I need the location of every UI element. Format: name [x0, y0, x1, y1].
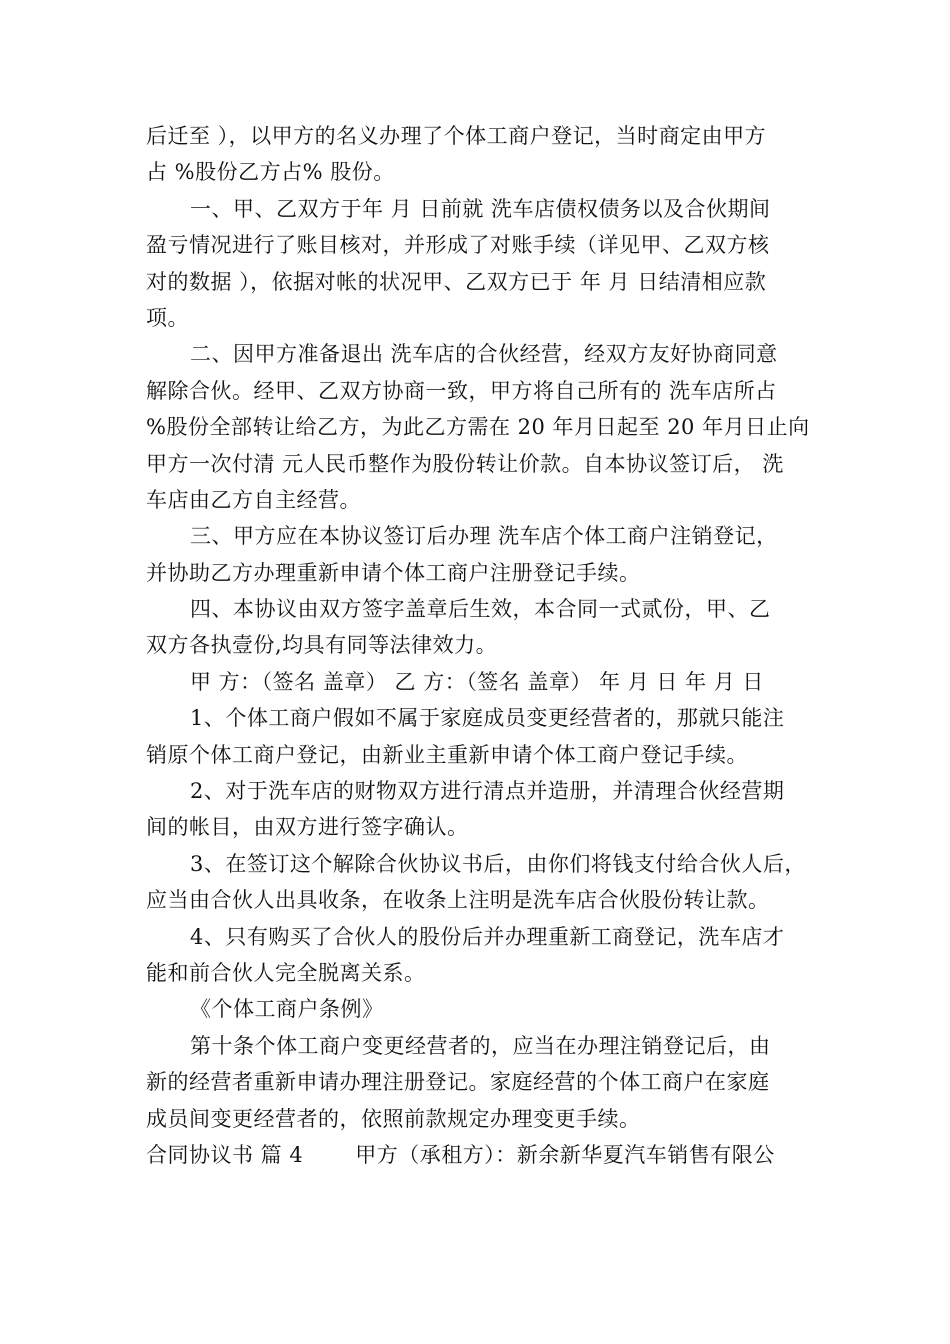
text-line: 项。: [146, 305, 189, 330]
contract-heading: 合同协议书 篇 4: [146, 1142, 304, 1167]
text-line: 四、本协议由双方签字盖章后生效，本合同一式贰份，甲、乙: [190, 597, 771, 622]
text-line: 二、因甲方准备退出 洗车店的合伙经营，经双方友好协商同意: [190, 342, 778, 367]
text-line: 盈亏情况进行了账目核对，并形成了对账手续（详见甲、乙双方核: [146, 233, 770, 258]
text-line: 双方各执壹份,均具有同等法律效力。: [146, 633, 498, 658]
text-line: 并协助乙方办理重新申请个体工商户注册登记手续。: [146, 560, 641, 585]
text-line: 一、甲、乙双方于年 月 日前就 洗车店债权债务以及合伙期间: [190, 196, 771, 221]
text-line: 三、甲方应在本协议签订后办理 洗车店个体工商户注销登记，: [190, 524, 778, 549]
text-line: 间的帐目，由双方进行签字确认。: [146, 815, 469, 840]
text-line: 解除合伙。经甲、乙双方协商一致，甲方将自己所有的 洗车店所占: [146, 378, 777, 403]
text-line: 成员间变更经营者的，依照前款规定办理变更手续。: [146, 1106, 641, 1131]
text-line: 1、个体工商户假如不属于家庭成员变更经营者的，那就只能注: [190, 706, 785, 731]
document-body: [146, 118, 816, 1173]
text-line: %股份全部转让给乙方，为此乙方需在 20 年月日起至 20 年月日止向: [146, 415, 810, 440]
text-line: 销原个体工商户登记，由新业主重新申请个体工商户登记手续。: [146, 742, 748, 767]
section-title: 《个体工商户条例》: [190, 997, 384, 1022]
text-line: 能和前合伙人完全脱离关系。: [146, 960, 426, 985]
text-line: 第十条个体工商户变更经营者的，应当在办理注销登记后，由: [190, 1033, 771, 1058]
text-line: 后迁至 ），以甲方的名义办理了个体工商户登记，当时商定由甲方: [146, 124, 767, 148]
text-line: 车店由乙方自主经营。: [146, 487, 361, 512]
text-line: 3、在签订这个解除合伙协议书后，由你们将钱支付给合伙人后，: [190, 851, 806, 876]
text-line: 2、对于洗车店的财物双方进行清点并造册，并清理合伙经营期: [190, 779, 785, 804]
text-line: 新的经营者重新申请办理注册登记。家庭经营的个体工商户在家庭: [146, 1070, 770, 1095]
contract-heading-line: [146, 1137, 816, 1173]
text-line: 占 %股份乙方占% 股份。: [146, 160, 395, 185]
signature-line: 甲 方：（签名 盖章） 乙 方：（签名 盖章） 年 月 日 年 月 日: [190, 669, 764, 694]
text-line: 对的数据 ），依据对帐的状况甲、乙双方已于 年 月 日结清相应款: [146, 269, 767, 294]
heading-spacer: [303, 1137, 355, 1173]
text-line: 甲方一次付清 元人民币整作为股份转让价款。自本协议签订后， 洗: [146, 451, 784, 476]
text-line: 应当由合伙人出具收条，在收条上注明是洗车店合伙股份转让款。: [146, 888, 770, 913]
text-line: 4、只有购买了合伙人的股份后并办理重新工商登记，洗车店才: [190, 924, 785, 949]
lessee-label: 甲方（承租方）：新余新华夏汽车销售有限公: [355, 1142, 775, 1167]
